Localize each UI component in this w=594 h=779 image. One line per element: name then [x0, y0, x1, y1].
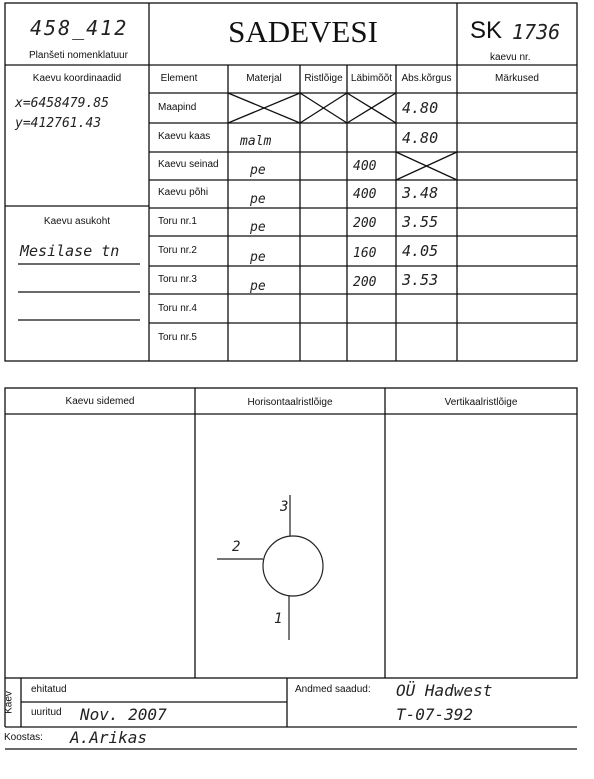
row-element: Toru nr.5: [158, 332, 197, 343]
col-header-element: Element: [160, 73, 198, 84]
row-abs: 4.80: [402, 129, 439, 147]
author-value: A.Arikas: [70, 728, 148, 747]
row-element: Toru nr.1: [158, 216, 197, 227]
updated-value: Nov. 2007: [80, 705, 167, 724]
row-materjal: pe: [250, 163, 266, 178]
row-element: Maapind: [158, 102, 197, 113]
data-source-value-1: OÜ Hadwest: [396, 681, 493, 700]
coord-x: x=6458479.85: [15, 96, 109, 111]
col-header-labimoot: Läbimõõt: [350, 73, 393, 84]
row-element: Toru nr.3: [158, 274, 197, 285]
sk-prefix: SK: [470, 17, 503, 44]
row-abs: 3.55: [402, 213, 439, 231]
nomenclature-value: 458_412: [30, 16, 129, 40]
row-materjal: malm: [240, 134, 272, 149]
col-header-markused: Märkused: [495, 73, 539, 84]
author-label: Koostas:: [4, 732, 43, 743]
row-abs: 3.53: [402, 271, 439, 289]
sk-label: kaevu nr.: [490, 52, 531, 63]
row-abs: 4.05: [402, 242, 439, 260]
row-labimoot: 400: [353, 187, 377, 202]
row-element: Toru nr.2: [158, 245, 197, 256]
section-vertical: Vertikaalristlõige: [444, 397, 518, 408]
pipe-3-label: 3: [280, 499, 289, 515]
row-element: Toru nr.4: [158, 303, 197, 314]
coords-label: Kaevu koordinaadid: [32, 73, 122, 84]
location-label: Kaevu asukoht: [43, 216, 111, 227]
kaev-label: Kaev: [3, 691, 15, 714]
row-materjal: pe: [250, 250, 266, 265]
col-header-abs-korgus: Abs.kõrgus: [401, 73, 452, 84]
col-header-ristloige: Ristlõige: [304, 73, 343, 84]
nomenclature-label: Planšeti nomenklatuur: [29, 50, 128, 61]
data-source-value-2: T-07-392: [396, 705, 474, 724]
row-abs: 4.80: [402, 99, 439, 117]
row-materjal: pe: [250, 192, 266, 207]
col-header-materjal: Materjal: [246, 73, 282, 84]
row-element: Kaevu seinad: [158, 159, 219, 170]
coord-y: y=412761.43: [15, 116, 102, 131]
row-labimoot: 200: [353, 216, 377, 231]
pipe-2-label: 2: [232, 539, 241, 555]
pipe-1-label: 1: [274, 611, 283, 627]
row-materjal: pe: [250, 279, 266, 294]
row-labimoot: 400: [353, 159, 377, 174]
sk-number: 1736: [512, 20, 561, 44]
page-title: SADEVESI: [228, 14, 378, 49]
section-connections: Kaevu sidemed: [65, 396, 135, 407]
row-element: Kaevu kaas: [158, 131, 211, 142]
row-materjal: pe: [250, 220, 266, 235]
updated-label: uuritud: [31, 707, 62, 718]
row-abs: 3.48: [402, 184, 439, 202]
data-source-label: Andmed saadud:: [295, 684, 371, 695]
section-horizontal: Horisontaalristlõige: [247, 397, 333, 408]
built-label: ehitatud: [31, 684, 67, 695]
row-labimoot: 200: [353, 275, 377, 290]
manhole-circle: [263, 536, 323, 596]
location-value: Mesilase tn: [20, 242, 120, 260]
row-labimoot: 160: [353, 246, 377, 261]
row-element: Kaevu põhi: [158, 187, 209, 198]
